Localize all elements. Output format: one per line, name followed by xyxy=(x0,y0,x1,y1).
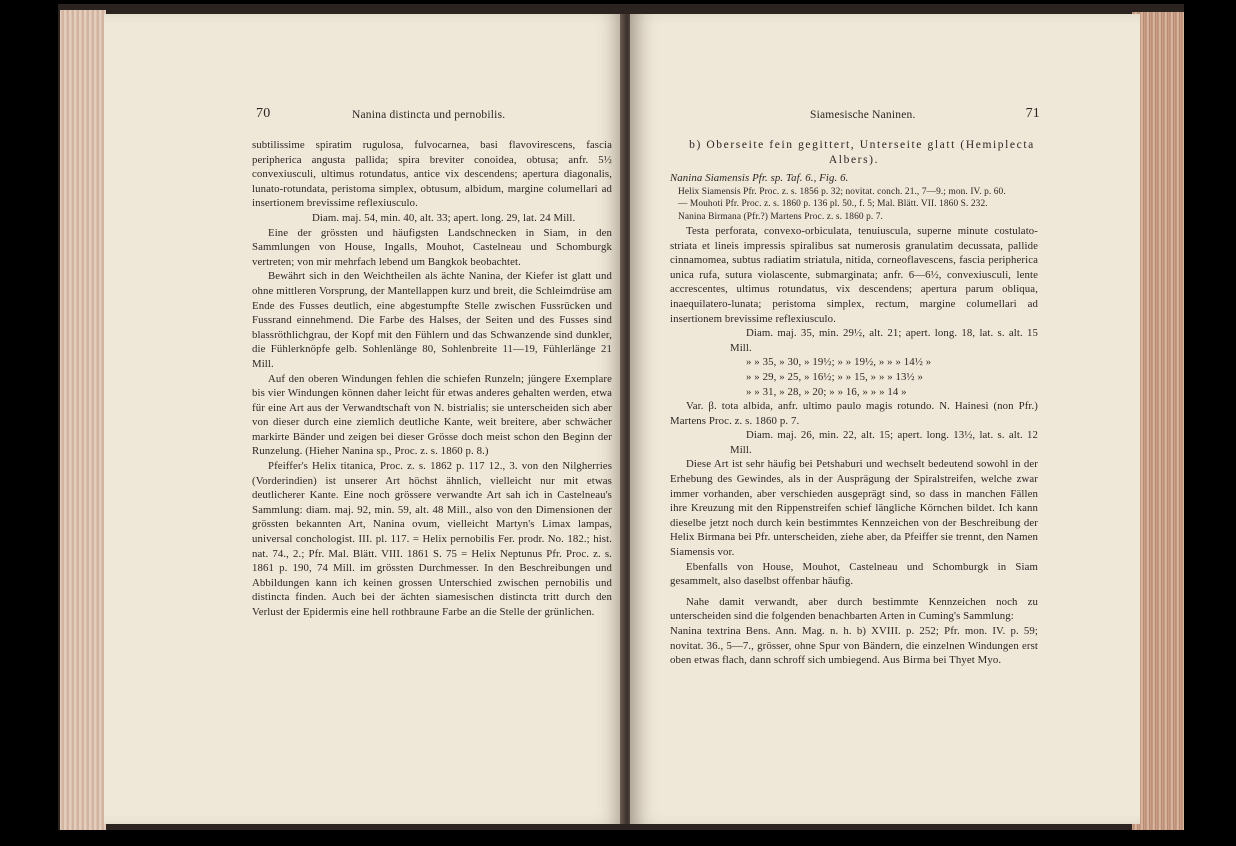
left-running-head: Nanina distincta und pernobilis. xyxy=(352,109,506,121)
paragraph: Auf den oberen Windungen fehlen die schiefen Runzeln; jüngere Exemplare bis vier Windungen können daher leicht für etwas anderes gehalten werden, etwa für eine Art aus der Verwandtschaft von N. bistrialis; sie unterscheiden sich aber von dieser durch eine ziemlich deutliche Kante, weit breitere, aber schwächer markirte Bänder und zeigen bei dieser Grösse doch meist schon den Beginn der Runzelung. (Hieher Nanina sp., Proc. z. s. 1860 p. 8.) xyxy=(252,372,612,458)
right-page-number: 71 xyxy=(1025,106,1040,121)
description: Testa perforata, convexo-orbiculata, tenuiuscula, superne minute costulato-striata et lineis impressis spiralibus sat numerosis granulatim decussata, pallide cinnamomea, subtus radiatim striatula, nitida, corneoflavescens, fascia peripherica unica rufa, sutura violascente, submarginata; anfr. 6—6½, convexiusculi, lente accrescentes, ultimus rotundatus, vix descendens; apertura parum obliqua, inaequilatero-lunata; peristoma simplex, rectum, margine columellari ad insertionem brevissime reflexiusculo. xyxy=(670,224,1038,325)
paragraph: Ebenfalls von House, Mouhot, Castelneau und Schomburgk in Siam gesammelt, also daselbst offenbar häufig. xyxy=(670,560,1038,588)
paragraph: Diam. maj. 54, min. 40, alt. 33; apert. long. 29, lat. 24 Mill. xyxy=(312,211,576,224)
left-page xyxy=(104,14,624,824)
right-page xyxy=(630,14,1140,824)
paragraph: Eine der grössten und häufigsten Landschnecken in Siam, in den Sammlungen von House, Ingalls, Mouhot, Castelneau und Schomburgk vertreten; von mir mehrfach lebend um Bangkok beobachtet. xyxy=(252,226,612,268)
left-page-number: 70 xyxy=(256,106,271,121)
synonym: — Mouhoti Pfr. Proc. z. s. 1860 p. 136 pl. 50., f. 5; Mal. Blätt. VII. 1860 S. 232. xyxy=(678,199,988,210)
paragraph: Bewährt sich in den Weichtheilen als ächte Nanina, der Kiefer ist glatt und ohne mittleren Vorsprung, der Mantellappen kurz und breit, die Schleimdrüse am Ende des Fusses deutlich, eine abgestumpfte Stelle zwischen Fussrücken und Fussrand einnehmend. Die Farbe des Halses, der Seiten und des Fusses sind blassröthlichgrau, der Kopf mit den Fühlern und das Schwanzende sind dunkler, die Fühlerknöpfe gelb. Sohlenlänge 80, Sohlenbreite 11—19, Fühlerlänge 21 Mill. xyxy=(252,270,612,370)
measurement-row: Diam. maj. 35, min. 29½, alt. 21; apert. long. 18, lat. s. alt. 15 Mill. xyxy=(730,327,1038,354)
left-page-edges xyxy=(60,10,106,830)
synonym: Helix Siamensis Pfr. Proc. z. s. 1856 p. 32; novitat. conch. 21., 7—9.; mon. IV. p. 60. xyxy=(678,186,1006,197)
left-header xyxy=(256,106,616,122)
section-title: b) Oberseite fein gegittert, Unterseite glatt (Hemiplecta Albers). xyxy=(689,139,1035,166)
paragraph: Nanina textrina Bens. Ann. Mag. n. h. b) XVIII. p. 252; Pfr. mon. IV. p. 59; novitat. 36., 5—7., grösser, ohne Spur von Bändern, die einzelnen Windungen erst oben etwas flach, dann schroff sich umbiegend. Aus Birma bei Thyet Myo. xyxy=(670,625,1038,667)
paragraph: Diam. maj. 26, min. 22, alt. 15; apert. long. 13½, lat. s. alt. 12 Mill. xyxy=(730,429,1038,456)
paragraph: subtilissime spiratim rugulosa, fulvocarnea, basi flavovirescens, fascia peripherica angusta pallida; spira breviter conoidea, obtusa; anfr. 5½ convexiusculi, ultimus rotundatus, antice vix descendens; apertura diagonalis, lunato-rotundata, peristoma simplex, obtusum, albidum, margine columellari ad insertionem brevissime reflexiusculo. xyxy=(252,139,612,210)
paragraph: Diese Art ist sehr häufig bei Petshaburi und wechselt bedeutend sowohl in der Erhebung des Gewindes, als in der Ausprägung der Spiralstreifen, welche zwar immer vorhanden, aber verschieden ausgeprägt sind, so dass in manchen Fällen ihre Kreuzung mit den Rippenstreifen schief längliche Körnchen bildet. Ich kann dieselbe jetzt noch durch kein bestimmtes Kennzeichen von der Beschreibung der Helix Birmana bei Pfr. unterscheiden, ziehe aber, da Pfeiffer sie trennt, den Namen Siamensis vor. xyxy=(670,458,1038,559)
paragraph: Nahe damit verwandt, aber durch bestimmte Kennzeichen noch zu unterscheiden sind die folgenden benachbarten Arten in Cuming's Sammlung: xyxy=(670,595,1038,623)
right-body xyxy=(670,138,1038,668)
measurement-row: » » 29, » 25, » 16½; » » 15, » » » 13½ » xyxy=(746,370,924,383)
measurement-row: » » 31, » 28, » 20; » » 16, » » » 14 » xyxy=(746,385,907,398)
synonym: Nanina Birmana (Pfr.?) Martens Proc. z. s. 1860 p. 7. xyxy=(678,212,883,223)
measurement-row: » » 35, » 30, » 19½; » » 19½, » » » 14½ » xyxy=(746,356,932,369)
right-running-head: Siamesische Naninen. xyxy=(810,109,916,121)
paragraph: Var. β. tota albida, anfr. ultimo paulo magis rotundo. N. Hainesi (non Pfr.) Martens Proc. z. s. 1860 p. 7. xyxy=(670,400,1038,427)
species-heading: Nanina Siamensis Pfr. sp. Taf. 6., Fig. 6. xyxy=(670,172,849,184)
paragraph: Pfeiffer's Helix titanica, Proc. z. s. 1862 p. 117 12., 3. von den Nilgherries (Vorderindien) ist unserer Art höchst ähnlich, vielleicht nur mit etwas deutlicherer Kante. Eine noch grössere verwandte Art sah ich in Castelneau's Sammlung: diam. maj. 92, min. 59, alt. 48 Mill., also von den Dimensionen der grössten bekannten Art, Nanina ovum, vielleicht Martyn's Limax lampas, universal conchologist. III. pl. 117. = Helix pernobilis Fer. prodr. No. 182.; hist. nat. 74., 2.; Pfr. Mal. Blätt. VIII. 1861 S. 75 = Helix Neptunus Pfr. Proc. z. s. 1861 p. 190, 74 Mill. im grössten Durchmesser. In den Beschreibungen und Abbildungen kann ich keinen grossen Unterschied zwischen pernobilis und distincta finden. Auch bei der ächten siamesischen distincta tritt durch den Verlust der Epidermis eine hell rothbraune Farbe an die Stelle der grünlichen. xyxy=(252,460,612,618)
left-body xyxy=(252,138,612,620)
